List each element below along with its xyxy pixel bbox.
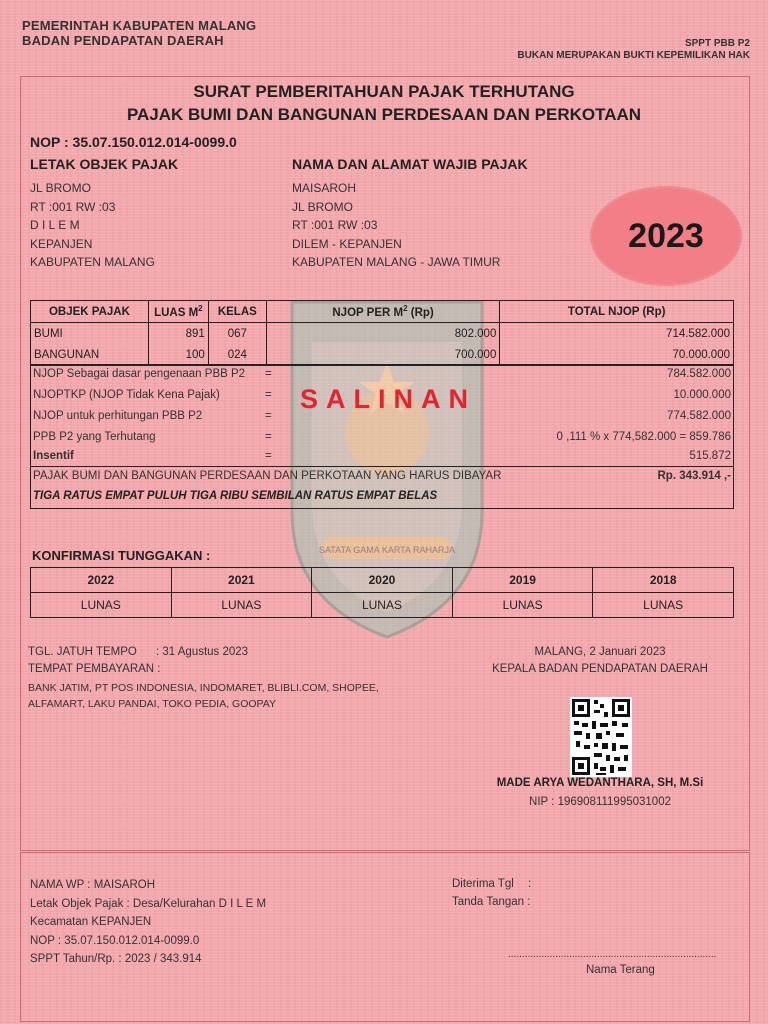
signature-position: KEPALA BADAN PENDAPATAN DAERAH [492,663,708,675]
arrears-status: LUNAS [31,593,172,618]
table-row [31,344,734,366]
signature-dotted-line: ........................................................................... [508,949,717,960]
objek-line: RT :001 RW :03 [30,199,116,214]
issuer-header [22,18,256,48]
calc-equals: = [265,368,272,380]
cell-luas: 891 [148,323,208,345]
qr-code-icon [570,697,632,777]
calc-equals: = [265,431,272,443]
calc-value: 774.582.000 [667,410,731,422]
document-title-line-2: PAJAK BUMI DAN BANGUNAN PERDESAAN DAN PERKOTAAN [126,105,642,124]
calculation-divider [30,466,734,467]
cell-njop: 802.000 [266,323,500,345]
total-payable-row [33,470,731,482]
arrears-year: 2020 [312,568,453,593]
calc-label: NJOP Sebagai dasar pengenaan PBB P2 [33,368,246,380]
calc-label: NJOPTKP (NJOP Tidak Kena Pajak) [33,389,220,401]
arrears-table [30,567,734,618]
nama-terang-label: Nama Terang [586,964,655,976]
signatory-name: MADE ARYA WEDANTHARA, SH, M.Si [496,777,704,789]
calc-row [33,448,731,464]
wajib-line: KABUPATEN MALANG - JAWA TIMUR [292,255,501,269]
cell-kelas: 024 [208,344,266,366]
arrears-status-row [31,593,734,618]
wajib-line: RT :001 RW :03 [292,218,378,232]
cell-objek: BUMI [31,323,149,345]
calc-label: PPB P2 yang Terhutang [33,431,156,443]
wajib-line: JL BROMO [292,199,353,214]
objek-heading: LETAK OBJEK PAJAK [30,156,179,172]
arrears-year: 2022 [31,568,172,593]
arrears-status: LUNAS [312,593,453,618]
payment-place-line: ALFAMART, LAKU PANDAI, TOKO PEDIA, GOOPAY [28,698,276,710]
calc-row [33,364,731,385]
document-note: BUKAN MERUPAKAN BUKTI KEPEMILIKAN HAK [517,50,750,61]
cell-kelas: 067 [208,323,266,345]
receipt-details [30,876,266,969]
received-date-colon: : [528,878,532,890]
col-total-njop: TOTAL NJOP (Rp) [500,301,734,323]
calc-value: 0 ,111 % x 774,582.000 = 859.786 [556,431,731,443]
arrears-status: LUNAS [452,593,593,618]
calc-value: 515.872 [689,450,731,462]
total-label: PAJAK BUMI DAN BANGUNAN PERDESAAN DAN PERKOTAAN YANG HARUS DIBAYAR [33,470,502,482]
signature-city-date: MALANG, 2 Januari 2023 [534,646,666,658]
calc-label: NJOP untuk perhitungan PBB P2 [33,410,203,422]
calc-label: Insentif [33,450,74,462]
due-date-label: TGL. JATUH TEMPO [28,646,137,658]
objek-line: D I L E M [30,218,80,232]
table-header-row [31,301,734,323]
cell-total: 70.000.000 [500,344,734,366]
receipt-line: NOP : 35.07.150.012.014-0099.0 [30,934,200,947]
arrears-year: 2021 [171,568,312,593]
received-date-label: Diterima Tgl [452,878,514,890]
document-code-header [517,38,750,62]
payment-place-label: TEMPAT PEMBAYARAN : [28,663,161,675]
calc-equals: = [265,410,272,422]
calc-equals: = [265,389,272,401]
total-value: Rp. 343.914 ,- [657,470,731,482]
objek-line: KABUPATEN MALANG [30,255,155,269]
document-code: SPPT PBB P2 [684,38,750,49]
due-date [28,644,249,661]
calc-value: 784.582.000 [667,368,731,380]
objek-line: KEPANJEN [30,236,93,251]
cell-total: 714.582.000 [500,323,734,345]
issuer-line-2: BADAN PENDAPATAN DAERAH [22,33,224,48]
cell-objek: BANGUNAN [31,344,149,366]
tax-year-badge [590,186,742,286]
tax-year: 2023 [628,216,704,255]
col-njop-per-m2: NJOP PER $M^2$ (Rp) [266,301,500,323]
arrears-year-row [31,568,734,593]
received-date [452,876,532,893]
arrears-status: LUNAS [171,593,312,618]
document-title-line-1: SURAT PEMBERITAHUAN PAJAK TERHUTANG [193,82,575,101]
wajib-address [292,179,500,272]
payment-place-line: BANK JATIM, PT POS INDONESIA, INDOMARET, BLIBLI.COM, SHOPEE, [28,682,379,694]
calc-value: 10.000.000 [673,389,731,401]
objek-address [30,179,155,272]
total-in-words: TIGA RATUS EMPAT PULUH TIGA RIBU SEMBILAN RATUS EMPAT BELAS [33,490,438,502]
calc-row [33,427,731,448]
receipt-line: SPPT Tahun/Rp. : 2023 / 343.914 [30,953,202,965]
emblem-motto: SATATA GAMA KARTA RAHARJA [318,545,456,555]
arrears-title: KONFIRMASI TUNGGAKAN : [32,548,211,563]
calc-equals: = [265,450,272,462]
nop-number: NOP : 35.07.150.012.014-0099.0 [30,134,237,150]
receipt-line: Letak Objek Pajak : Desa/Kelurahan D I L E M [30,897,267,910]
signatory-nip: NIP : 196908111995031002 [529,796,671,808]
arrears-year: 2019 [452,568,593,593]
wajib-line: MAISAROH [292,181,357,195]
receipt-line: NAMA WP : MAISAROH [30,879,156,891]
objek-line: JL BROMO [30,181,91,195]
due-date-value: : 31 Agustus 2023 [156,646,249,658]
signature-field-label: Tanda Tangan : [452,896,531,908]
arrears-year: 2018 [593,568,734,593]
wajib-line: DILEM - KEPANJEN [292,236,402,251]
receipt-line: Kecamatan KEPANJEN [30,916,152,928]
wajib-heading: NAMA DAN ALAMAT WAJIB PAJAK [292,156,528,172]
cell-njop: 700.000 [266,344,500,366]
cell-luas: 100 [148,344,208,366]
salinan-stamp: SALINAN [300,384,476,414]
arrears-status: LUNAS [593,593,734,618]
object-table [30,300,734,366]
payment-places [28,680,379,712]
issuer-line-1: PEMERINTAH KABUPATEN MALANG [22,18,257,33]
col-kelas: KELAS [208,301,266,323]
table-row [31,323,734,345]
col-objek-pajak: OBJEK PAJAK [31,301,149,323]
col-luas: LUAS $M^2$ [148,301,208,323]
